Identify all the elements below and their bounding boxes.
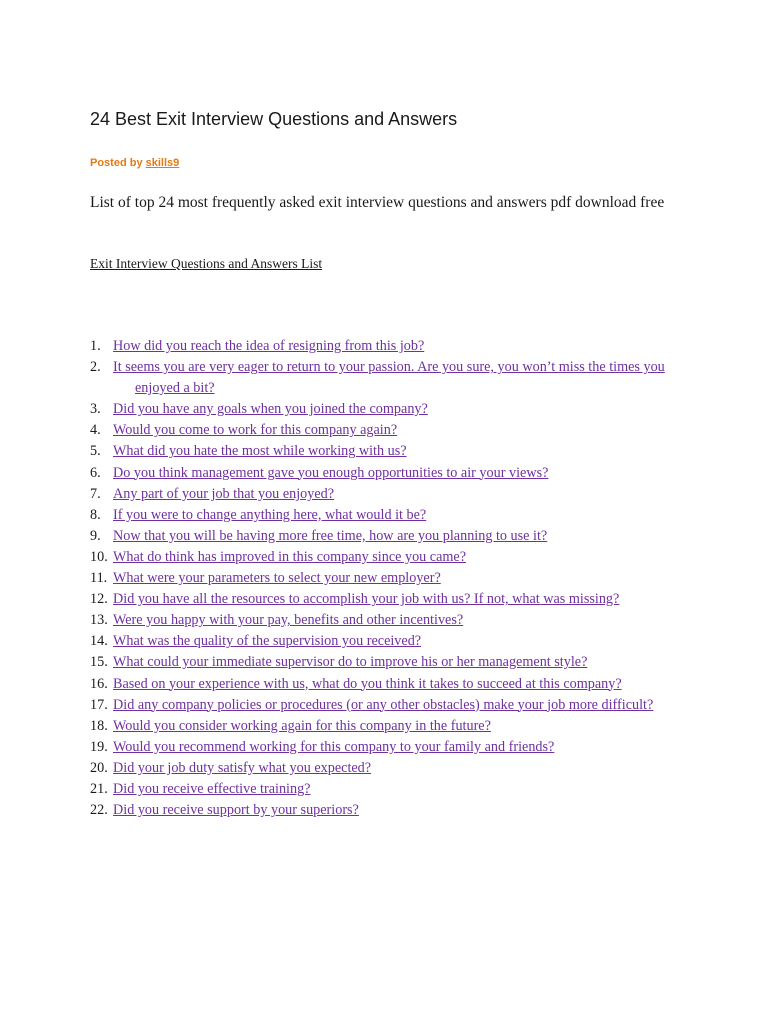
question-item xyxy=(90,526,690,547)
intro-paragraph: List of top 24 most frequently asked exit interview questions and answers pdf download free xyxy=(90,194,665,211)
question-link[interactable]: If you were to change anything here, what would it be? xyxy=(113,506,427,523)
question-item xyxy=(90,505,690,526)
question-number: 5. xyxy=(90,443,101,460)
question-number: 11. xyxy=(90,570,108,587)
question-link[interactable]: Would you come to work for this company again? xyxy=(113,422,398,439)
question-number: 20. xyxy=(90,759,108,776)
question-item xyxy=(90,420,690,441)
question-link[interactable]: Did your job duty satisfy what you expected? xyxy=(113,759,372,776)
question-link[interactable]: What did you hate the most while working with us? xyxy=(113,443,407,460)
posted-by-label: Posted by xyxy=(90,157,143,169)
question-link[interactable]: What were your parameters to select your new employer? xyxy=(113,570,441,587)
question-number: 19. xyxy=(90,738,108,755)
question-link[interactable]: Any part of your job that you enjoyed? xyxy=(113,485,335,502)
question-item xyxy=(90,357,690,399)
question-item xyxy=(90,589,690,610)
list-subheading: Exit Interview Questions and Answers List xyxy=(90,256,323,271)
question-item xyxy=(90,652,690,673)
question-link[interactable]: Did any company policies or procedures (or any other obstacles) make your job more difficult? xyxy=(113,696,654,713)
question-link[interactable]: Now that you will be having more free time, how are you planning to use it? xyxy=(113,527,548,544)
question-link[interactable]: Would you recommend working for this company to your family and friends? xyxy=(113,738,555,755)
question-item xyxy=(90,758,690,779)
question-item xyxy=(90,547,690,568)
question-number: 3. xyxy=(90,401,101,418)
question-item xyxy=(90,610,690,631)
author-link[interactable]: skills9 xyxy=(145,157,180,169)
posted-by-line xyxy=(90,157,179,169)
question-link[interactable]: Did you have any goals when you joined the company? xyxy=(113,401,428,418)
question-number: 7. xyxy=(90,485,101,502)
question-number: 2. xyxy=(90,359,101,376)
question-number: 1. xyxy=(90,338,101,354)
question-link[interactable]: Were you happy with your pay, benefits and other incentives? xyxy=(113,612,464,629)
question-item xyxy=(90,463,690,484)
question-number: 9. xyxy=(90,527,101,544)
question-link[interactable]: Did you receive support by your superiors? xyxy=(113,802,359,819)
question-item xyxy=(90,779,690,800)
question-number: 13. xyxy=(90,612,108,629)
question-number: 21. xyxy=(90,780,108,797)
question-number: 14. xyxy=(90,633,108,650)
question-item xyxy=(90,399,690,420)
question-number: 4. xyxy=(90,422,101,439)
question-link[interactable]: Did you receive effective training? xyxy=(113,780,311,797)
question-link[interactable]: Did you have all the resources to accomplish your job with us? If not, what was missing? xyxy=(113,591,620,608)
question-link[interactable]: Based on your experience with us, what do you think it takes to succeed at this company? xyxy=(113,675,622,692)
question-number: 12. xyxy=(90,591,108,608)
question-number: 8. xyxy=(90,506,101,523)
question-item xyxy=(90,441,690,462)
question-item xyxy=(90,800,690,821)
question-link[interactable]: Do you think management gave you enough opportunities to air your views? xyxy=(113,464,549,481)
question-number: 10. xyxy=(90,548,108,565)
question-link[interactable]: What was the quality of the supervision you received? xyxy=(113,633,422,650)
question-number: 18. xyxy=(90,717,108,734)
question-item xyxy=(90,674,690,695)
question-link[interactable]: How did you reach the idea of resigning from this job? xyxy=(113,338,425,354)
question-item xyxy=(90,695,690,716)
question-link[interactable]: What could your immediate supervisor do to improve his or her management style? xyxy=(113,654,588,671)
question-number: 22. xyxy=(90,802,108,819)
question-item xyxy=(90,631,690,652)
question-item xyxy=(90,336,690,357)
question-number: 17. xyxy=(90,696,108,713)
question-list xyxy=(90,336,690,821)
question-item xyxy=(90,716,690,737)
question-number: 6. xyxy=(90,464,101,481)
question-item xyxy=(90,484,690,505)
question-link[interactable]: What do think has improved in this company since you came? xyxy=(113,548,467,565)
page-title: 24 Best Exit Interview Questions and Answers xyxy=(90,109,458,129)
question-item xyxy=(90,568,690,589)
question-number: 16. xyxy=(90,675,108,692)
question-link[interactable]: It seems you are very eager to return to your passion. Are you sure, you won’t miss the times you enjoyed a bit? xyxy=(113,359,665,397)
question-number: 15. xyxy=(90,654,108,671)
question-item xyxy=(90,737,690,758)
question-link[interactable]: Would you consider working again for this company in the future? xyxy=(113,717,491,734)
